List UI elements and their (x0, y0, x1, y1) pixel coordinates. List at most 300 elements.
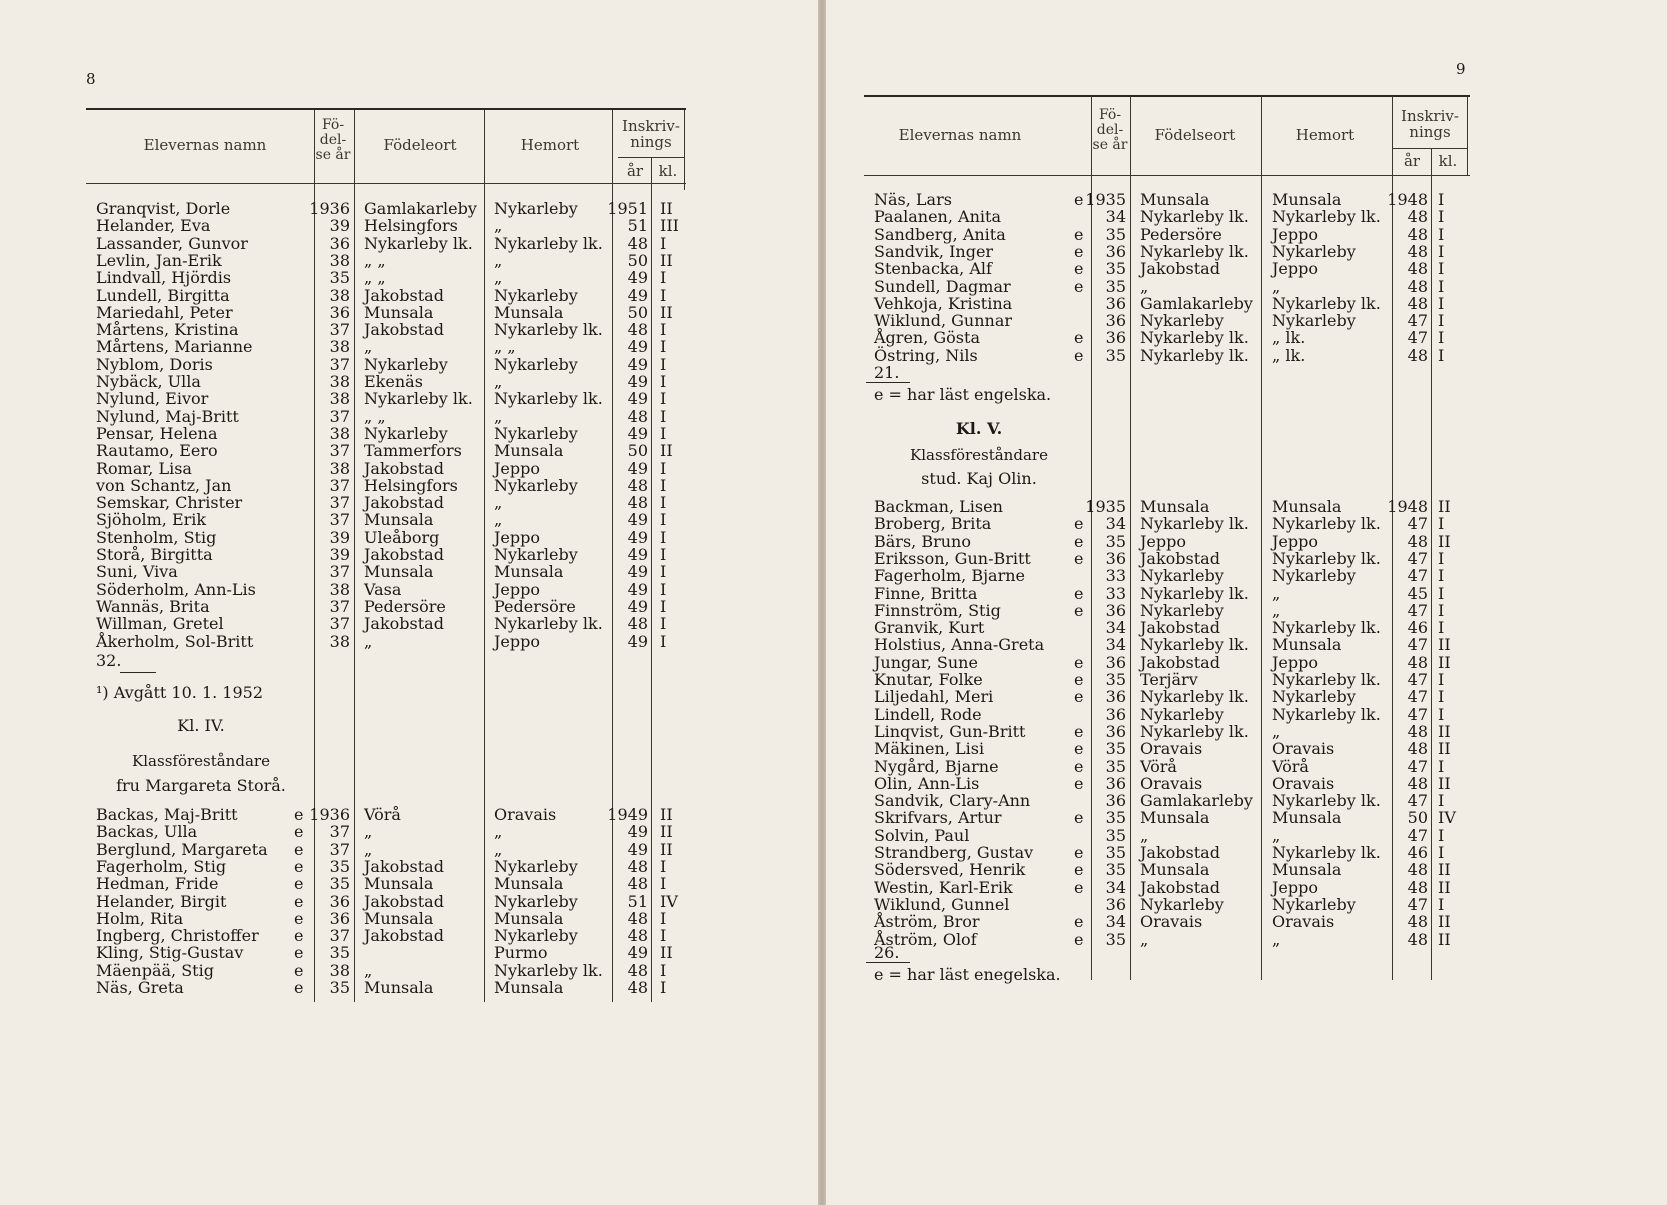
enrollment-year: 48 (627, 493, 648, 513)
enrollment-year: 48 (1407, 652, 1428, 672)
hometown: Nykarleby lk. (1272, 791, 1381, 811)
header-name: Elevernas namn (898, 126, 1022, 144)
birth-year: 38 (329, 960, 350, 980)
birthplace: Jakobstad (364, 493, 444, 513)
birthplace: Jakobstad (1140, 618, 1220, 638)
table-row (826, 329, 1667, 347)
enrollment-class: I (1438, 704, 1445, 724)
birth-year: 36 (1105, 704, 1126, 724)
english-marker: e (294, 978, 304, 997)
birthplace: Vasa (364, 579, 402, 599)
enrollment-class: I (660, 631, 667, 651)
enrollment-year: 48 (1407, 721, 1428, 741)
birth-year: 38 (329, 631, 350, 651)
enrollment-class: I (660, 596, 667, 616)
student-name: Åström, Olof (874, 929, 977, 949)
student-name: Wiklund, Gunnel (874, 894, 1010, 914)
table-row (0, 338, 818, 356)
enrollment-year: 47 (1407, 514, 1428, 534)
enrollment-class: I (1438, 566, 1445, 586)
enrollment-year: 48 (1407, 276, 1428, 296)
enrollment-year: 46 (1407, 618, 1428, 638)
table-row (0, 408, 818, 426)
student-name: Söderholm, Ann-Lis (96, 579, 256, 599)
enrollment-class: I (660, 233, 667, 253)
hometown: Jeppo (1272, 877, 1318, 897)
enrollment-year: 49 (627, 545, 648, 564)
hometown: Nykarleby lk. (1272, 207, 1381, 227)
table-row (0, 425, 818, 443)
birthplace: Nykarleby (364, 423, 448, 443)
enrollment-class: I (1438, 894, 1445, 914)
enrollment-year: 48 (1407, 345, 1428, 365)
table-row (0, 633, 818, 651)
hometown: Nykarleby lk. (1272, 843, 1381, 862)
birthplace: Munsala (364, 302, 434, 322)
hometown: Nykarleby lk. (494, 389, 603, 409)
birth-year: 36 (1105, 328, 1126, 348)
table-row (826, 671, 1667, 689)
birthplace: Jakobstad (364, 285, 444, 305)
english-marker: e (294, 891, 304, 911)
student-name: Romar, Lisa (96, 458, 192, 478)
birth-year: 36 (1105, 687, 1126, 707)
birthplace: Nykarleby lk. (1140, 207, 1249, 227)
birth-year: 33 (1105, 566, 1126, 586)
english-marker: e (1074, 808, 1084, 828)
enrollment-year: 47 (1407, 825, 1428, 845)
header-class: kl. (658, 162, 678, 180)
table-row (826, 567, 1667, 585)
table-row (826, 688, 1667, 706)
english-marker: e (294, 926, 304, 946)
english-marker: e (1074, 345, 1084, 365)
table-row (826, 861, 1667, 879)
page-number: 8 (86, 70, 96, 88)
hometown: Nykarleby (494, 856, 578, 876)
birth-year: 38 (329, 423, 350, 443)
student-name: Eriksson, Gun-Britt (874, 548, 1031, 568)
birth-year: 35 (329, 874, 350, 894)
table-row (0, 442, 818, 460)
enrollment-year: 47 (1407, 791, 1428, 811)
birthplace: Munsala (1140, 497, 1210, 516)
hometown: Nykarleby lk. (1272, 704, 1381, 724)
enrollment-class: I (1438, 224, 1445, 244)
birth-year: 1935 (1085, 190, 1126, 209)
student-name: Storå, Birgitta (96, 545, 213, 564)
enrollment-class: I (660, 960, 667, 980)
enrollment-class: II (1438, 860, 1451, 880)
birth-year: 36 (329, 233, 350, 253)
enrollment-year: 49 (627, 943, 648, 963)
table-row (0, 962, 818, 980)
enrollment-year: 51 (627, 891, 648, 911)
table-row (0, 200, 818, 218)
birthplace: Nykarleby (1140, 894, 1224, 914)
student-name: Mårtens, Kristina (96, 320, 239, 340)
table-row (0, 581, 818, 599)
hometown: Nykarleby lk. (1272, 293, 1381, 313)
birthplace: Tammerfors (364, 441, 462, 461)
student-name: Nygård, Bjarne (874, 756, 999, 776)
hometown: Purmo (494, 943, 548, 963)
table-row (0, 252, 818, 270)
student-name: von Schantz, Jan (96, 475, 232, 495)
top-rule (86, 108, 686, 110)
birthplace: „ (1140, 825, 1149, 845)
student-name: Näs, Lars (874, 190, 952, 209)
student-name: Paalanen, Anita (874, 207, 1001, 227)
table-row (826, 243, 1667, 261)
enrollment-class: II (660, 839, 673, 859)
enrollment-class: I (660, 389, 667, 409)
header-birthplace: Födeleort (383, 136, 457, 154)
enrollment-class: II (660, 199, 673, 218)
table-row (0, 546, 818, 564)
birthplace: Jakobstad (1140, 652, 1220, 672)
enrollment-year: 47 (1407, 687, 1428, 707)
birth-year: 36 (1105, 652, 1126, 672)
enrollment-class: II (1438, 531, 1451, 551)
hometown: Munsala (1272, 497, 1342, 516)
enrollment-class: I (1438, 548, 1445, 568)
enrollment-year: 47 (1407, 548, 1428, 568)
birth-year: 37 (329, 822, 350, 842)
enrollment-year: 47 (1407, 704, 1428, 724)
birth-year: 1935 (1085, 497, 1126, 516)
hometown: Nykarleby (494, 354, 578, 374)
enrollment-year: 48 (627, 614, 648, 634)
birthplace: Nykarleby lk. (364, 389, 473, 409)
enrollment-year: 49 (627, 285, 648, 305)
hometown: „ (494, 493, 503, 513)
student-name: Finnström, Stig (874, 600, 1001, 620)
table-row (826, 827, 1667, 845)
english-marker: e (1074, 259, 1084, 279)
english-marker: e (294, 822, 304, 842)
enrollment-class: I (1438, 259, 1445, 279)
hometown: Oravais (494, 805, 557, 824)
hometown: Munsala (494, 874, 564, 894)
birth-year: 37 (329, 510, 350, 530)
student-name: Nylund, Maj-Britt (96, 406, 239, 426)
birthplace: Munsala (364, 510, 434, 530)
hometown: Nykarleby lk. (494, 614, 603, 634)
birth-year: 36 (1105, 773, 1126, 793)
table-row (0, 927, 818, 945)
english-marker: e (1074, 531, 1084, 551)
table-row (826, 879, 1667, 897)
enrollment-year: 49 (627, 839, 648, 859)
birth-year: 39 (329, 527, 350, 547)
birth-year: 34 (1105, 514, 1126, 534)
table-row (826, 758, 1667, 776)
birthplace: Jakobstad (364, 614, 444, 634)
birthplace: Jakobstad (1140, 259, 1220, 279)
enrollment-class: I (660, 978, 667, 997)
student-name: Mariedahl, Peter (96, 302, 233, 322)
enrollment-class: I (660, 458, 667, 478)
birth-year: 36 (329, 302, 350, 322)
enrollment-class: II (660, 822, 673, 842)
student-name: Åkerholm, Sol-Britt (96, 631, 254, 651)
birth-year: 36 (1105, 241, 1126, 261)
student-name: Lassander, Gunvor (96, 233, 248, 253)
enrollment-year: 49 (627, 389, 648, 409)
student-name: Ågren, Gösta (874, 328, 980, 348)
student-name: Nylund, Eivor (96, 389, 209, 409)
english-marker: e (1074, 190, 1084, 209)
birthplace: Munsala (1140, 860, 1210, 880)
hometown: Vörå (1272, 756, 1309, 776)
enrollment-year: 48 (627, 978, 648, 997)
student-name: Lindvall, Hjördis (96, 268, 232, 288)
table-row (826, 533, 1667, 551)
hometown: Nykarleby (494, 475, 578, 495)
hometown: „ „ (494, 337, 516, 357)
student-name: Berglund, Margareta (96, 839, 268, 859)
class-title: Kl. V. (955, 419, 1003, 438)
table-row (826, 723, 1667, 741)
table-row (0, 269, 818, 287)
enrollment-class: I (1438, 756, 1445, 776)
english-marker: e (294, 908, 304, 928)
student-name: Helander, Birgit (96, 891, 227, 911)
birth-year: 33 (1105, 583, 1126, 603)
table-row (0, 858, 818, 876)
hometown: Nykarleby (494, 891, 578, 911)
hometown: Munsala (494, 562, 564, 582)
table-row (826, 208, 1667, 226)
english-marker: e (1074, 583, 1084, 603)
note-english-2: e = har läst enegelska. (874, 965, 1061, 984)
count-total: 21. (874, 363, 900, 382)
hometown: Jeppo (494, 579, 540, 599)
birthplace: Oravais (1140, 912, 1203, 932)
birth-year: 34 (1105, 877, 1126, 897)
table-row (826, 792, 1667, 810)
class-title: Kl. IV. (177, 716, 225, 735)
birth-year: 1936 (309, 805, 350, 824)
english-marker: e (1074, 241, 1084, 261)
hometown: „ lk. (1272, 345, 1306, 365)
table-row (826, 585, 1667, 603)
birth-year: 36 (1105, 548, 1126, 568)
birth-year: 35 (1105, 345, 1126, 365)
student-name: Holstius, Anna-Greta (874, 635, 1045, 655)
teacher-label: Klassföreståndare (910, 446, 1048, 464)
birth-year: 37 (329, 354, 350, 374)
birthplace: „ (1140, 276, 1149, 296)
hometown: Munsala (494, 908, 564, 928)
table-row (826, 706, 1667, 724)
birthplace: Jakobstad (364, 545, 444, 564)
birth-year: 35 (1105, 259, 1126, 279)
student-name: Wannäs, Brita (96, 596, 210, 616)
enrollment-year: 48 (1407, 259, 1428, 279)
enrollment-year: 48 (1407, 207, 1428, 227)
student-name: Westin, Karl-Erik (874, 877, 1013, 897)
enrollment-year: 50 (627, 302, 648, 322)
enrollment-year: 49 (627, 268, 648, 288)
enrollment-class: I (660, 908, 667, 928)
birth-year: 35 (1105, 825, 1126, 845)
table-row (0, 356, 818, 374)
birthplace: Nykarleby lk. (1140, 721, 1249, 741)
birthplace: Pedersöre (1140, 224, 1222, 244)
hometown: „ (1272, 929, 1281, 949)
student-name: Holm, Rita (96, 908, 184, 928)
birthplace: „ „ (364, 250, 386, 270)
student-name: Lindell, Rode (874, 704, 982, 724)
enrollment-year: 47 (1407, 311, 1428, 331)
enrollment-class: I (1438, 583, 1445, 603)
table-row (826, 740, 1667, 758)
birthplace: „ (364, 960, 373, 980)
hometown: „ (494, 216, 503, 236)
english-marker: e (1074, 670, 1084, 689)
hometown: Nykarleby (1272, 566, 1356, 586)
teacher-name: fru Margareta Storå. (116, 776, 286, 795)
student-name: Backas, Ulla (96, 822, 198, 842)
header-birth-year: Fö- del- se år (1092, 107, 1128, 153)
birthplace: Nykarleby (1140, 311, 1224, 331)
birth-year: 37 (329, 614, 350, 634)
hometown: Oravais (1272, 773, 1335, 793)
english-marker: e (294, 856, 304, 876)
enrollment-year: 47 (1407, 328, 1428, 348)
enrollment-year: 49 (627, 372, 648, 391)
student-name: Willman, Gretel (96, 614, 224, 634)
hometown: „ lk. (1272, 328, 1306, 348)
enrollment-year: 48 (1407, 877, 1428, 897)
english-marker: e (1074, 773, 1084, 793)
english-marker: e (1074, 912, 1084, 932)
hometown: Nykarleby lk. (1272, 548, 1381, 568)
hometown: Nykarleby (494, 545, 578, 564)
birthplace: Nykarleby lk. (1140, 687, 1249, 707)
student-name: Nybäck, Ulla (96, 372, 201, 391)
birthplace: Oravais (1140, 773, 1203, 793)
student-name: Sandvik, Clary-Ann (874, 791, 1031, 811)
enrollment-class: I (660, 320, 667, 340)
student-name: Pensar, Helena (96, 423, 218, 443)
enrollment-year: 49 (627, 337, 648, 357)
enrollment-year: 48 (627, 908, 648, 928)
enrollment-class: I (660, 510, 667, 530)
birthplace: Uleåborg (364, 527, 440, 547)
table-row (826, 931, 1667, 949)
student-name: Strandberg, Gustav (874, 843, 1034, 862)
birthplace: Jakobstad (364, 320, 444, 340)
english-marker: e (1074, 600, 1084, 620)
student-name: Stenbacka, Alf (874, 259, 992, 279)
birth-year: 35 (1105, 808, 1126, 828)
birth-year: 35 (1105, 929, 1126, 949)
table-row (0, 494, 818, 512)
header-enrollment: Inskriv- nings (1401, 107, 1459, 141)
birthplace: Nykarleby lk. (1140, 583, 1249, 603)
enrollment-year: 45 (1407, 583, 1428, 603)
student-name: Solvin, Paul (874, 825, 970, 845)
english-marker: e (294, 874, 304, 894)
header-birth-year: Fö- del- se år (315, 117, 351, 163)
header-year: år (626, 162, 644, 180)
enrollment-class: I (660, 475, 667, 495)
table-row (0, 321, 818, 339)
birth-year: 36 (1105, 600, 1126, 620)
student-name: Sandberg, Anita (874, 224, 1006, 244)
birth-year: 38 (329, 372, 350, 391)
birthplace: Oravais (1140, 739, 1203, 759)
enrollment-class: I (660, 423, 667, 443)
birthplace: „ (364, 822, 373, 842)
table-row (826, 619, 1667, 637)
student-name: Södersved, Henrik (874, 860, 1026, 880)
note-english: e = har läst engelska. (874, 385, 1052, 404)
hometown: Nykarleby lk. (1272, 618, 1381, 638)
enrollment-year: 48 (627, 320, 648, 340)
english-marker: e (1074, 328, 1084, 348)
enrollment-class: I (1438, 241, 1445, 261)
birthplace: Jakobstad (364, 926, 444, 946)
table-row (826, 347, 1667, 365)
english-marker: e (1074, 652, 1084, 672)
birthplace: Jakobstad (364, 891, 444, 911)
birthplace: Nykarleby lk. (1140, 635, 1249, 655)
enrollment-year: 48 (627, 926, 648, 946)
student-name: Backman, Lisen (874, 497, 1003, 516)
enrollment-class: I (660, 285, 667, 305)
student-name: Skrifvars, Artur (874, 808, 1002, 828)
hometown: Nykarleby (1272, 311, 1356, 331)
enrollment-class: I (1438, 190, 1445, 209)
birthplace: Ekenäs (364, 372, 423, 391)
birthplace: Pedersöre (364, 596, 446, 616)
table-row (826, 226, 1667, 244)
hometown: Jeppo (1272, 652, 1318, 672)
enrollment-year: 1951 (607, 199, 648, 218)
birth-year: 36 (1105, 791, 1126, 811)
student-name: Granqvist, Dorle (96, 199, 231, 218)
student-name: Levlin, Jan-Erik (96, 250, 222, 270)
birth-year: 39 (329, 216, 350, 236)
enrollment-year: 49 (627, 527, 648, 547)
birthplace: „ (364, 839, 373, 859)
enrollment-class: I (1438, 618, 1445, 638)
hometown: „ (1272, 600, 1281, 620)
birth-year: 38 (329, 250, 350, 270)
enrollment-year: 49 (627, 354, 648, 374)
table-row (826, 602, 1667, 620)
birth-year: 37 (329, 562, 350, 582)
english-marker: e (1074, 224, 1084, 244)
birth-year: 35 (1105, 531, 1126, 551)
birthplace: „ (364, 337, 373, 357)
enrollment-class: II (1438, 773, 1451, 793)
footnote: ¹) Avgått 10. 1. 1952 (96, 683, 264, 702)
enrollment-year: 48 (627, 960, 648, 980)
birth-year: 38 (329, 337, 350, 357)
birth-year: 38 (329, 389, 350, 409)
english-marker: e (1074, 756, 1084, 776)
student-name: Granvik, Kurt (874, 618, 985, 638)
header-year: år (1403, 152, 1421, 170)
table-row (0, 373, 818, 391)
birth-year: 34 (1105, 912, 1126, 932)
enrollment-class: II (660, 805, 673, 824)
